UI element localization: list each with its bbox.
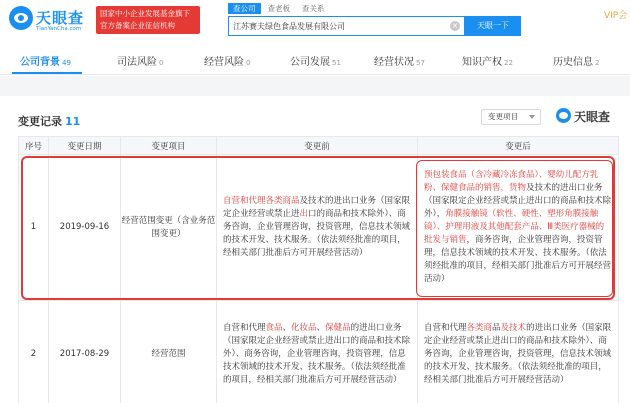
col-header-date: 变更日期 xyxy=(49,137,121,155)
vip-link[interactable]: VIP会 xyxy=(604,11,628,21)
tab-judicial-risk[interactable] xyxy=(117,53,163,68)
table-row xyxy=(19,301,619,403)
text-segment-highlight: 食品 xyxy=(265,323,283,333)
search-button[interactable]: 天眼一下 xyxy=(465,16,521,36)
tianyancha-logo[interactable] xyxy=(9,6,91,34)
cell-item: 经营范围变更（含业务范围变更） xyxy=(121,155,217,301)
search-tab-boss[interactable]: 查老板 xyxy=(267,4,290,13)
text-segment: ，商务咨询，企业管理咨询，投资管理，信息技术领域的技术开发、技术服务。（依法须经批准的项目，经相关部门批准后方可开展经营活动） xyxy=(424,235,612,284)
section-title xyxy=(18,113,80,129)
change-item-filter-select[interactable] xyxy=(481,109,541,125)
watermark-text: 天眼查 xyxy=(574,110,611,124)
text-segment-highlight: 角膜接触镜（软性、硬性、塑形角膜接触镜）、护理用液及其他配套产品、Ⅲ类医疗器械的批发与销售 xyxy=(424,209,605,245)
text-segment: 及技术的进出口业务（国家限定企业经营或禁止进 xyxy=(223,196,411,219)
tab-label: 司法风险 xyxy=(117,57,157,68)
fund-badge-line-2: 官方备案企业征信机构 xyxy=(100,21,175,30)
search-input[interactable] xyxy=(229,17,449,35)
tab-count: 2 xyxy=(595,59,600,67)
tab-label: 经营状况 xyxy=(374,57,414,68)
tab-count: 49 xyxy=(62,59,71,67)
text-segment-highlight: 出 xyxy=(299,209,309,219)
logo-subtitle: TianYanCha.com xyxy=(36,26,82,32)
text-segment: 、 xyxy=(282,323,292,333)
table-row xyxy=(19,155,619,301)
text-segment-highlight: 各类商 xyxy=(466,323,493,333)
text-segment: 、 xyxy=(316,323,326,333)
company-tab-bar xyxy=(0,45,630,75)
tianyancha-watermark xyxy=(556,106,620,126)
fund-badge-line-1: 国家中小企业发展基金旗下 xyxy=(100,9,190,18)
tab-operation-risk[interactable] xyxy=(204,53,250,68)
cell-date: 2019-09-16 xyxy=(49,155,121,301)
text-segment: 自营和代理 xyxy=(223,323,266,333)
cell-after xyxy=(418,155,619,301)
tab-count: 0 xyxy=(246,59,251,67)
tab-label: 经营风险 xyxy=(204,57,244,68)
col-header-index: 序号 xyxy=(19,137,49,155)
tab-count: 51 xyxy=(332,59,341,67)
tab-intellectual-property[interactable] xyxy=(462,53,513,68)
tab-count: 57 xyxy=(416,59,425,67)
text-segment-highlight: 预包装食品（含冷藏冷冻食品）、婴幼儿配方乳粉、保健食品的销售，货物 xyxy=(424,170,599,193)
text-segment: 品 xyxy=(492,323,501,333)
search-type-tabs xyxy=(228,3,330,14)
eye-logo-icon xyxy=(9,6,33,30)
search-tab-company[interactable]: 查公司 xyxy=(228,3,261,14)
cell-before xyxy=(217,155,418,301)
text-segment: 的进出口业务（国家限定企业经营或禁止进出口的商品和技术除外）、商务咨询，企业管理咨询，投资管理，信息技术领域的技术开发、技术服务。（依法须经批准的项目，经相关部门批准后方可开展经营活动） xyxy=(424,323,612,385)
text-segment: 自营和代理 xyxy=(424,323,467,333)
tab-label: 知识产权 xyxy=(462,57,502,68)
tab-label: 公司发展 xyxy=(290,57,330,68)
section-divider xyxy=(0,76,630,96)
cell-index: 2 xyxy=(19,301,49,403)
tab-label: 公司背景 xyxy=(20,57,60,68)
text-segment-highlight: 化妆品 xyxy=(291,323,317,333)
section-title-text: 变更记录 xyxy=(18,115,62,128)
search-box xyxy=(228,16,465,36)
chevron-down-icon xyxy=(529,115,535,119)
tab-count: 0 xyxy=(159,59,164,67)
clear-icon[interactable]: × xyxy=(451,21,459,30)
col-header-after: 变更后 xyxy=(418,137,619,155)
text-segment-highlight: 自营和代理各类商品 xyxy=(223,196,300,206)
tab-count: 22 xyxy=(504,59,513,67)
tab-history-info[interactable] xyxy=(553,53,599,68)
active-tab-indicator xyxy=(12,72,82,74)
change-records-table xyxy=(18,136,619,403)
text-segment: 口的商品和技术除外）、商务咨询，企业管理咨询，投资管理，信息技术领域的技术开发、技术服务。（依法须经批准的项目，经相关部门批准后方可开展经营活动） xyxy=(223,209,411,258)
tab-company-development[interactable] xyxy=(290,53,341,68)
cell-item: 经营范围 xyxy=(121,301,217,403)
text-segment-highlight: 保健品 xyxy=(325,323,351,333)
text-segment: 的进出口业务（国家限定企业经营或禁止进出口的商品和技术除外）、商务咨询，企业管理咨询，投资管理，信息技术领域的技术开发、技术服务。（依法须经批准的项目，经相关部门批准后方可开展经营活动） xyxy=(223,323,411,385)
tab-company-background[interactable] xyxy=(20,53,71,68)
text-segment: 及技术的进出口业务（国家限定企业经营或禁止进出口的商品和技术除外）， xyxy=(424,183,612,219)
eye-logo-icon xyxy=(556,108,571,123)
tab-label: 历史信息 xyxy=(553,57,593,68)
logo-text: 天眼查 xyxy=(36,9,85,27)
cell-index: 1 xyxy=(19,155,49,301)
col-header-before: 变更前 xyxy=(217,137,418,155)
site-header xyxy=(0,0,630,40)
tab-business-status[interactable] xyxy=(374,53,425,68)
text-segment-highlight: 及技术 xyxy=(500,323,527,333)
table-header-row xyxy=(19,137,619,155)
cell-date: 2017-08-29 xyxy=(49,301,121,403)
col-header-item: 变更项目 xyxy=(121,137,217,155)
cell-after xyxy=(418,301,619,403)
section-count: 11 xyxy=(65,115,81,128)
filter-select-value: 变更项目 xyxy=(488,112,518,121)
cell-before xyxy=(217,301,418,403)
search-tab-relation[interactable]: 查关系 xyxy=(302,4,325,13)
fund-badge[interactable] xyxy=(96,6,200,34)
